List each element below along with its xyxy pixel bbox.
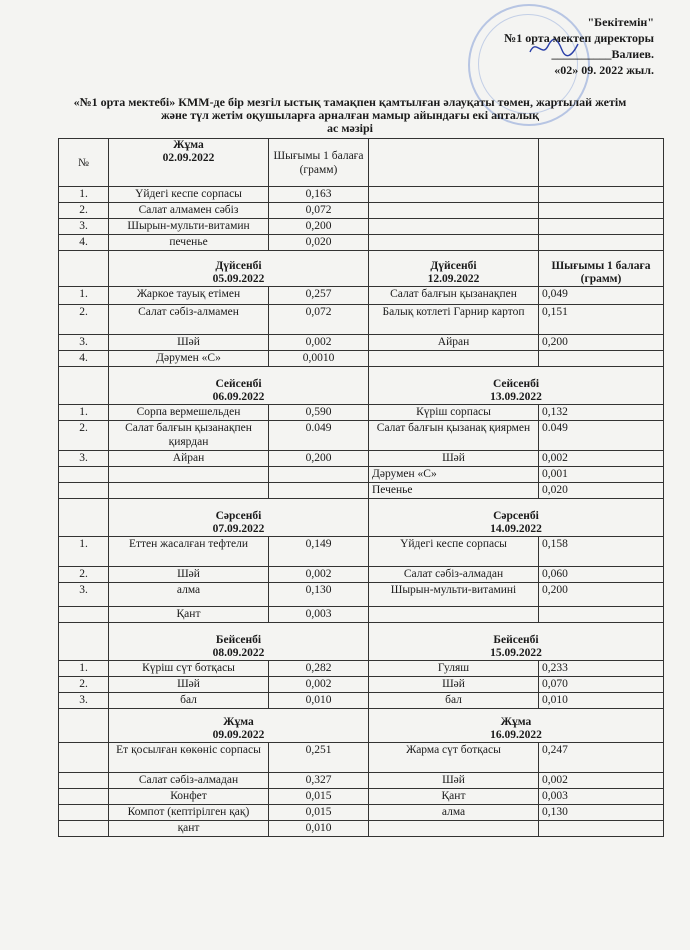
blank-cell: [59, 367, 109, 405]
row-number: [59, 789, 109, 805]
row-number: 3.: [59, 583, 109, 607]
dish-name: Шырын-мульти-витамині: [369, 583, 539, 607]
table-row: [59, 219, 664, 235]
dish-amount: 0,072: [269, 203, 369, 219]
dish-name: Қант: [369, 789, 539, 805]
dish-name: Печенье: [369, 483, 539, 499]
dish-amount: [539, 821, 664, 837]
day-date: 16.09.2022: [490, 729, 542, 741]
row-number: 2.: [59, 305, 109, 335]
dish-amount: 0,072: [269, 305, 369, 335]
day-header: [109, 139, 269, 187]
row-number: [59, 607, 109, 623]
dish-amount: 0,151: [539, 305, 664, 335]
dish-name: Салат сәбіз-алмадан: [369, 567, 539, 583]
table-row: [59, 607, 664, 623]
dish-name: Күріш сүт ботқасы: [109, 661, 269, 677]
dish-name: Қант: [109, 607, 269, 623]
day-date: 13.09.2022: [490, 391, 542, 403]
dish-name: Салат сәбіз-алмадан: [109, 773, 269, 789]
row-number: [59, 743, 109, 773]
dish-name: қант: [109, 821, 269, 837]
dish-name: алма: [369, 805, 539, 821]
dish-name: [369, 607, 539, 623]
approval-title: "Бекітемін": [587, 15, 654, 29]
day-header: [369, 251, 539, 287]
approval-position: №1 орта мектеп директоры: [504, 31, 654, 45]
day-label: Дүйсенбі: [430, 260, 477, 272]
dish-name: Балық котлеті Гарнир картоп: [369, 305, 539, 335]
dish-amount: 0,247: [539, 743, 664, 773]
day-label: Бейсенбі: [493, 634, 539, 646]
dish-amount: 0,003: [539, 789, 664, 805]
day-label: Жұма: [223, 716, 254, 728]
blank-cell: [539, 187, 664, 203]
row-number: [59, 805, 109, 821]
dish-amount: 0,020: [269, 235, 369, 251]
document-title: «№1 орта мектебі» КММ-де бір мезгіл ыстық тамақпен қамтылған әлауқаты төмен, жартылай жетім және түл жетім оқушыларға арналған мамыр айындағы екі апталық ас мәзірі: [73, 95, 627, 135]
table-row: [59, 677, 664, 693]
day-date: 02.09.2022: [162, 152, 215, 164]
dish-name: [369, 351, 539, 367]
dish-amount: 0,002: [539, 451, 664, 467]
blank-cell: [59, 251, 109, 287]
dish-amount: 0,590: [269, 405, 369, 421]
table-row: [59, 693, 664, 709]
day-label: Жұма: [173, 139, 204, 151]
table-row: [59, 483, 664, 499]
dish-name: Ет қосылған көкөніс сорпасы: [109, 743, 269, 773]
row-number: 3.: [59, 335, 109, 351]
dish-name: Үйдегі кеспе сорпасы: [369, 537, 539, 567]
day-date: 07.09.2022: [212, 523, 265, 535]
day-header: [369, 499, 664, 537]
dish-amount: 0,010: [269, 821, 369, 837]
day-date: 15.09.2022: [490, 647, 542, 659]
blank-cell: [369, 203, 539, 219]
day-date: 14.09.2022: [490, 523, 542, 535]
table-row: [59, 305, 664, 335]
dish-name: Салат балғын қызанақ қиярмен: [369, 421, 539, 451]
table-row: [59, 351, 664, 367]
row-number: [59, 773, 109, 789]
table-row: [59, 773, 664, 789]
table-row: [59, 139, 664, 187]
approval-date: «02» 09. 2022 жыл.: [554, 63, 654, 77]
day-date: 08.09.2022: [212, 647, 265, 659]
dish-amount: [269, 467, 369, 483]
dish-name: Шырын-мульти-витамин: [109, 219, 269, 235]
dish-name: бал: [369, 693, 539, 709]
day-label: Сәрсенбі: [493, 510, 539, 522]
row-number: 3.: [59, 219, 109, 235]
dish-amount: 0,282: [269, 661, 369, 677]
dish-name: Шәй: [369, 677, 539, 693]
dish-name: печенье: [109, 235, 269, 251]
dish-amount: 0,200: [269, 451, 369, 467]
blank-cell: [369, 235, 539, 251]
dish-name: Дәрумен «С»: [109, 351, 269, 367]
dish-name: Үйдегі кеспе сорпасы: [109, 187, 269, 203]
dish-amount: 0,130: [269, 583, 369, 607]
dish-name: Салат сәбіз-алмамен: [109, 305, 269, 335]
blank-cell: [369, 139, 539, 187]
table-row: [59, 821, 664, 837]
dish-amount: [539, 607, 664, 623]
dish-amount: 0,233: [539, 661, 664, 677]
dish-name: Компот (кептірілген қақ): [109, 805, 269, 821]
dish-amount: 0,163: [269, 187, 369, 203]
day-header: [109, 251, 369, 287]
table-row: [59, 235, 664, 251]
table-row: [59, 451, 664, 467]
table-row: [59, 499, 664, 537]
day-label: Бейсенбі: [215, 634, 262, 646]
dish-name: Дәрумен «С»: [369, 467, 539, 483]
dish-amount: 0,002: [269, 677, 369, 693]
table-row: [59, 203, 664, 219]
dish-name: Күріш сорпасы: [369, 405, 539, 421]
blank-cell: [539, 235, 664, 251]
dish-amount: 0,001: [539, 467, 664, 483]
row-number: 2.: [59, 567, 109, 583]
dish-name: Шәй: [109, 335, 269, 351]
dish-amount: 0.049: [269, 421, 369, 451]
row-number: [59, 483, 109, 499]
blank-cell: [59, 499, 109, 537]
day-date: 05.09.2022: [212, 273, 265, 285]
amount-header: Шығымы 1 балаға (грамм): [539, 251, 664, 287]
dish-amount: 0,015: [269, 805, 369, 821]
table-row: [59, 335, 664, 351]
day-label: Сейсенбі: [215, 378, 262, 390]
row-number: 1.: [59, 187, 109, 203]
dish-name: Шәй: [369, 451, 539, 467]
row-number: 1.: [59, 537, 109, 567]
dish-name: бал: [109, 693, 269, 709]
blank-cell: [539, 219, 664, 235]
day-label: Дүйсенбі: [215, 260, 262, 272]
dish-name: Айран: [369, 335, 539, 351]
blank-cell: [369, 187, 539, 203]
dish-name: Шәй: [369, 773, 539, 789]
table-row: [59, 251, 664, 287]
dish-name: [109, 483, 269, 499]
dish-amount: [269, 483, 369, 499]
row-number: 2.: [59, 677, 109, 693]
row-number: 1.: [59, 287, 109, 305]
table-row: [59, 405, 664, 421]
blank-cell: [539, 203, 664, 219]
dish-name: Конфет: [109, 789, 269, 805]
row-number: 2.: [59, 421, 109, 451]
day-label: Сейсенбі: [492, 378, 540, 390]
amount-header: Шығымы 1 балаға (грамм): [269, 139, 369, 187]
dish-amount: 0,327: [269, 773, 369, 789]
dish-name: Айран: [109, 451, 269, 467]
row-number: [59, 467, 109, 483]
dish-name: Шәй: [109, 677, 269, 693]
table-row: [59, 367, 664, 405]
dish-amount: 0,0010: [269, 351, 369, 367]
day-header: [109, 499, 369, 537]
menu-table: [58, 138, 664, 837]
day-header: [109, 623, 369, 661]
day-date: 06.09.2022: [212, 391, 265, 403]
dish-amount: 0,200: [539, 335, 664, 351]
dish-amount: 0,049: [539, 287, 664, 305]
dish-name: [109, 467, 269, 483]
dish-name: Жарма сүт ботқасы: [369, 743, 539, 773]
dish-name: Шәй: [109, 567, 269, 583]
dish-amount: 0.049: [539, 421, 664, 451]
table-row: [59, 467, 664, 483]
dish-name: Салат балғын қызанақпен: [369, 287, 539, 305]
day-label: Жұма: [500, 716, 532, 728]
dish-amount: 0,010: [539, 693, 664, 709]
dish-name: Еттен жасалған тефтели: [109, 537, 269, 567]
dish-amount: 0,002: [269, 567, 369, 583]
dish-name: [369, 821, 539, 837]
table-row: [59, 709, 664, 743]
day-label: Сәрсенбі: [215, 510, 262, 522]
dish-amount: 0,015: [269, 789, 369, 805]
table-row: [59, 805, 664, 821]
table-row: [59, 421, 664, 451]
table-row: [59, 583, 664, 607]
dish-amount: 0,200: [269, 219, 369, 235]
day-date: 12.09.2022: [427, 273, 480, 285]
dish-name: алма: [109, 583, 269, 607]
dish-amount: 0,200: [539, 583, 664, 607]
dish-amount: 0,257: [269, 287, 369, 305]
row-number: 3.: [59, 451, 109, 467]
dish-amount: 0,132: [539, 405, 664, 421]
dish-amount: 0,158: [539, 537, 664, 567]
table-row: [59, 623, 664, 661]
dish-name: Сорпа вермешельден: [109, 405, 269, 421]
row-number: 4.: [59, 235, 109, 251]
table-row: [59, 537, 664, 567]
dish-name: Гуляш: [369, 661, 539, 677]
day-date: 09.09.2022: [212, 729, 265, 741]
blank-cell: [539, 139, 664, 187]
dish-name: Салат алмамен сәбіз: [109, 203, 269, 219]
table-row: [59, 789, 664, 805]
dish-amount: 0,060: [539, 567, 664, 583]
num-header: №: [59, 139, 109, 187]
dish-amount: 0,002: [269, 335, 369, 351]
row-number: 1.: [59, 405, 109, 421]
dish-name: Салат балғын қызанақпен қиярдан: [109, 421, 269, 451]
row-number: 1.: [59, 661, 109, 677]
day-header: [109, 709, 369, 743]
day-header: [369, 623, 664, 661]
dish-amount: 0,010: [269, 693, 369, 709]
row-number: [59, 821, 109, 837]
dish-amount: 0,020: [539, 483, 664, 499]
table-row: [59, 287, 664, 305]
table-row: [59, 661, 664, 677]
approval-block: [454, 14, 654, 78]
dish-amount: 0,251: [269, 743, 369, 773]
dish-name: Жаркое тауық етімен: [109, 287, 269, 305]
dish-amount: 0,149: [269, 537, 369, 567]
day-header: [369, 367, 664, 405]
row-number: 3.: [59, 693, 109, 709]
table-row: [59, 567, 664, 583]
dish-amount: 0,130: [539, 805, 664, 821]
dish-amount: 0,003: [269, 607, 369, 623]
row-number: 2.: [59, 203, 109, 219]
dish-amount: 0,070: [539, 677, 664, 693]
day-header: [109, 367, 369, 405]
table-row: [59, 187, 664, 203]
table-row: [59, 743, 664, 773]
dish-amount: [539, 351, 664, 367]
approval-name: __________Валиев.: [551, 47, 654, 61]
blank-cell: [369, 219, 539, 235]
row-number: 4.: [59, 351, 109, 367]
dish-amount: 0,002: [539, 773, 664, 789]
blank-cell: [59, 623, 109, 661]
blank-cell: [59, 709, 109, 743]
day-header: [369, 709, 664, 743]
